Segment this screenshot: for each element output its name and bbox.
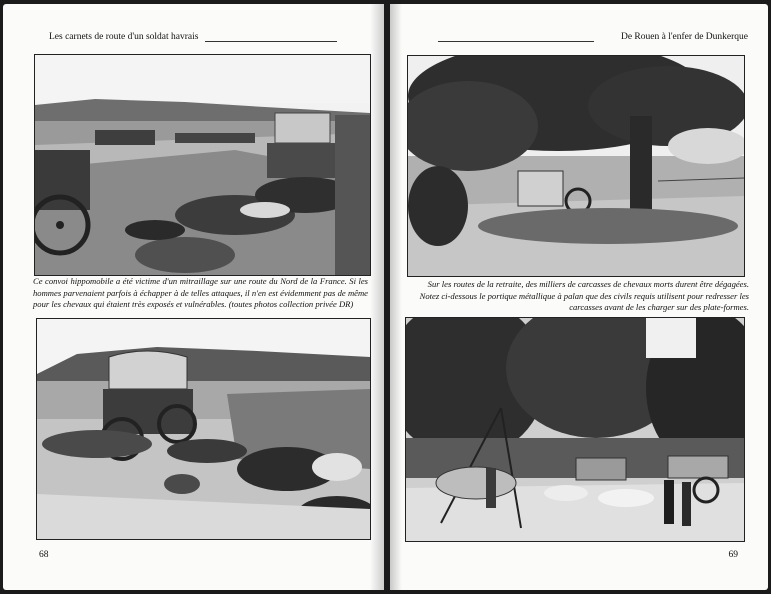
- running-header-right: De Rouen à l'enfer de Dunkerque: [620, 32, 748, 42]
- page-number-left: 68: [39, 550, 49, 560]
- photo-hoist-civilians: [405, 317, 745, 542]
- photo-tree-roadside: [407, 55, 745, 277]
- page-number-right: 69: [728, 550, 738, 560]
- left-page: [3, 4, 384, 590]
- header-rule-right: [438, 41, 594, 42]
- photo-wagon-field: [36, 318, 371, 540]
- caption-right: Sur les routes de la retraite, des milliers de carcasses de chevaux morts durent être dégagées. Notez ci-dessous le portique métallique à palan que des civils requis utilisent pour redresser les carcasses avant de les charger sur des plate-formes.: [419, 279, 749, 313]
- photo-convoy-road: [34, 54, 371, 276]
- caption-left: Ce convoi hippomobile a été victime d'un mitraillage sur une route du Nord de la France. Si les hommes parvenaient parfois à échapper à de telles attaques, il n'en est évidemment pas de même pour les chevaux qui étaient très exposés et vulnérables. (toutes photos collection privée DR): [33, 276, 368, 310]
- header-rule-left: [205, 41, 337, 42]
- running-header-left: Les carnets de route d'un soldat havrais: [49, 32, 199, 42]
- right-page: [390, 4, 768, 590]
